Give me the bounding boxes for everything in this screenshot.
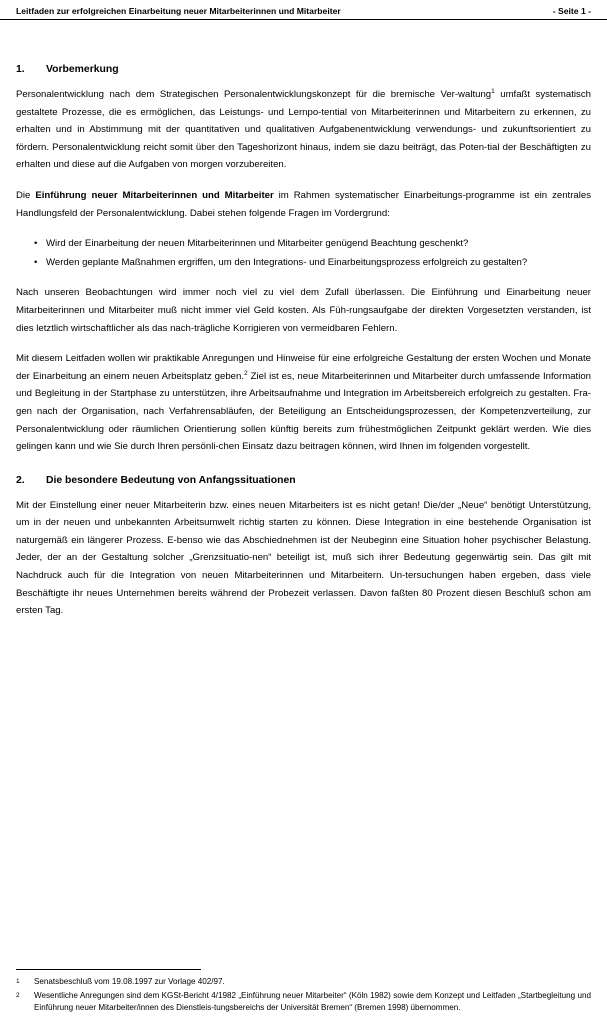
footnote-2 bbox=[16, 990, 591, 1015]
footnotes-area bbox=[16, 969, 591, 1016]
bullet-list-1 bbox=[16, 235, 591, 271]
section-heading-2 bbox=[16, 475, 591, 486]
footnote-1 bbox=[16, 976, 591, 989]
section-heading-1 bbox=[16, 64, 591, 75]
paragraph-1-3 bbox=[16, 284, 591, 337]
paragraph-1-2 bbox=[16, 187, 591, 222]
paragraph-1-1 bbox=[16, 86, 591, 174]
header-title: Leitfaden zur erfolgreichen Einarbeitung neuer Mitarbeiterinnen und Mitarbeiter bbox=[16, 6, 341, 16]
footnote-ref-2: 2 bbox=[244, 369, 248, 377]
footnote-separator bbox=[16, 969, 201, 970]
para-text-cont: umfaßt systematisch gestaltete Prozesse, die es ermöglichen, das Leistungs- und Lernpo-tential von Mitarbeiterinnen und Mitarbeitern zu erkennen, zu erhalten und in Abstimmung mit der quantitativen und qualitativen Aufgabenentwicklung verwendungs- und zukunftsorientiert zu fördern. Personalentwicklung reicht somit über den Tageshorizont hinaus, indem sie dazu beiträgt, das Poten-tial der Beschäftigten zu erhalten und diese auf die Aufgaben von morgen vorzubereiten. bbox=[16, 89, 591, 171]
list-item: • Werden geplante Maßnahmen ergriffen, um den Integrations- und Einarbeitungsprozess erfolgreich zu gestalten? bbox=[34, 254, 591, 272]
footnote-marker: 1 bbox=[16, 978, 20, 986]
section-title-2: Die besondere Bedeutung von Anfangssituationen bbox=[46, 474, 296, 486]
para-text: Nach unseren Beobachtungen wird immer noch viel zu viel dem Zufall überlassen. Die Einführung und Einarbeitung neuer Mitarbeiterinnen und Mitarbeiter muß nicht immer viel Geld kosten. Als Füh-rungsaufgabe der direkten Vorgesetzten verstanden, ist dies letztlich wirtschaftlicher als das nach-trägliche Korrigieren von vermeidbaren Fehlern. bbox=[16, 287, 591, 334]
para-text: Personalentwicklung nach dem Strategischen Personalentwicklungskonzept für die bremische Ver-waltung bbox=[16, 89, 492, 100]
para-text-cont: im Rahmen systematischer Einarbeitungs-programme ist ein zentrales Handlungsfeld der Personalentwicklung. Dabei stehen folgende Fragen im Vordergrund: bbox=[16, 189, 591, 219]
footnote-text: Wesentliche Anregungen sind dem KGSt-Bericht 4/1982 „Einführung neuer Mitarbeiter“ (Köln 1982) sowie dem Konzept und Leitfaden „Startbegleitung und Einführung neuer Mitarbeiter/innen des Dienstleis-tungsbereichs der Universität Bremen“ (Bremen 1998) übernommen. bbox=[34, 990, 591, 1013]
paragraph-1-4 bbox=[16, 350, 591, 456]
section-title-1: Vorbemerkung bbox=[46, 64, 119, 75]
list-item: • Wird der Einarbeitung der neuen Mitarbeiterinnen und Mitarbeiter genügend Beachtung geschenkt? bbox=[34, 235, 591, 253]
footnote-text: Senatsbeschluß vom 19.08.1997 zur Vorlage 402/97. bbox=[34, 977, 225, 987]
header-page-number: - Seite 1 - bbox=[552, 6, 591, 16]
para-text: Mit diesem Leitfaden wollen wir praktikable Anregungen und Hinweise für eine erfolgreiche Gestaltung der ersten Wochen und Monate der Einarbeitung an einem neuen Arbeitsplatz geben. bbox=[16, 353, 591, 382]
document-content bbox=[0, 64, 607, 620]
para-text-bold: Einführung neuer Mitarbeiterinnen und Mitarbeiter bbox=[35, 189, 274, 201]
footnote-ref-1: 1 bbox=[491, 87, 495, 95]
page-header bbox=[0, 0, 607, 20]
paragraph-2-1 bbox=[16, 497, 591, 620]
section-number-2: 2. bbox=[16, 474, 25, 486]
para-text-cont: Ziel ist es, neue Mitarbeiterinnen und Mitarbeiter durch umfassende Information und Begleitung in der Startphase zu unterstützen, ihre Arbeitsaufnahme und Integration im Arbeitsbereich erfolgreich zu gestalten. Fra-gen nach der Organisation, nach Verfahrensabläufen, der Beteiligung an Entscheidungsprozessen, der Kompetenzverteilung, zur Personalentwicklung oder räumlichen Orientierung sollen künftig bereits zum frühestmöglichen Zeitpunkt geklärt werden. Wie dies gelingen kann und wie Sie durch Ihren persönli-chen Einsatz dazu beitragen können, wird Ihnen im folgenden vorgestellt. bbox=[16, 370, 591, 453]
para-text: Mit der Einstellung einer neuer Mitarbeiterin bzw. eines neuen Mitarbeiters ist es nicht getan! Die/der „Neue“ benötigt Unterstützung, um in der neuen und unbekannten Arbeitsumwelt richtig starten zu können. Diese Integration in eine bestehende Organisation ist naturgemäß ein längerer Prozess. E-benso wie das Abschiednehmen ist der Neubeginn eine Situation hoher psychischer Belastung. Jeder, der an der Gestaltung solcher „Grenzsituatio-nen“ beteiligt ist, muß sich ihrer Bedeutung gegenwärtig sein. Das gilt mit Nachdruck auch für die Integration von neuen Mitarbeiterinnen und Mitarbeitern. Un-tersuchungen haben ergeben, dass viele Beschäftigte ihr neues Unternehmen bereits während der Probezeit verlassen. Davon faßten 80 Prozent diesen Beschluß schon am ersten Tag. bbox=[16, 499, 591, 617]
section-number-1: 1. bbox=[16, 64, 25, 75]
footnote-marker: 2 bbox=[16, 991, 20, 999]
para-text: Die bbox=[16, 189, 36, 201]
